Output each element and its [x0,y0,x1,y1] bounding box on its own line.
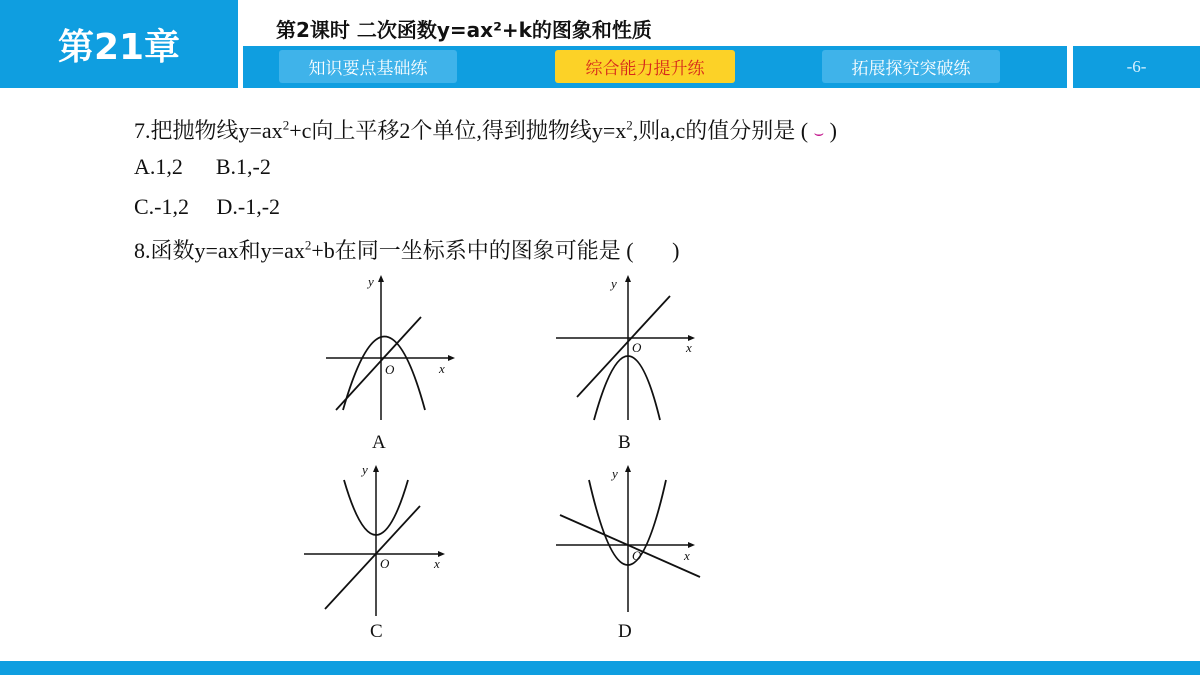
header [0,0,1200,88]
tab-bar [243,46,1067,88]
graph-d-y-label: y [612,466,618,481]
graph-b-origin: O [632,340,642,355]
graph-c [298,460,458,642]
footer-bar [0,661,1200,675]
graph-c-y-label: y [362,462,368,477]
q7-text-post: ,则a,c的值分别是 ( [632,118,809,143]
graph-d [548,460,708,642]
tab-basic-practice[interactable]: 知识要点基础练 [279,50,457,83]
q8-text-pre: 8.函数y=ax和y=ax [134,238,305,263]
graph-b-y-label: y [611,276,617,291]
q7-exp2: 2 [626,117,633,133]
graph-d-x-label: x [684,548,690,563]
graph-c-label: C [370,621,383,642]
chapter-title: 第21章 [0,0,238,88]
graph-d-label: D [618,621,632,642]
tab-extension-practice[interactable]: 拓展探究突破练 [822,50,1000,83]
graph-b [548,270,708,453]
graph-c-x-label: x [434,556,440,571]
question-7 [134,114,837,145]
q7-text-pre: 7.把抛物线y=ax [134,118,283,143]
graph-a [310,270,470,453]
q7-exp1: 2 [282,117,290,133]
graph-a-label: A [372,432,386,453]
question-8 [134,234,679,265]
graph-b-label: B [618,432,631,453]
tab-comprehensive-practice[interactable]: 综合能力提升练 [555,50,735,83]
q7-options-line2: C.-1,2 D.-1,-2 [134,194,281,219]
graph-a-x-label: x [439,361,445,376]
q7-options-line1: A.1,2 B.1,-2 [134,154,271,179]
q7-close: ) [829,118,837,143]
answer-mark: ⌣ [813,125,825,142]
graph-d-origin: O [632,548,642,563]
lesson-title: 第2课时 二次函数y=ax²+k的图象和性质 [276,18,652,42]
graph-a-y-label: y [368,274,374,289]
page-number: -6- [1073,46,1200,88]
graph-c-origin: O [380,556,390,571]
graph-a-origin: O [385,362,395,377]
graph-b-x-label: x [686,340,692,355]
q8-text-post: +b在同一坐标系中的图象可能是 ( ) [311,238,680,263]
q8-exp: 2 [304,237,312,253]
q7-text-mid: +c向上平移2个单位,得到抛物线y=x [289,118,627,143]
